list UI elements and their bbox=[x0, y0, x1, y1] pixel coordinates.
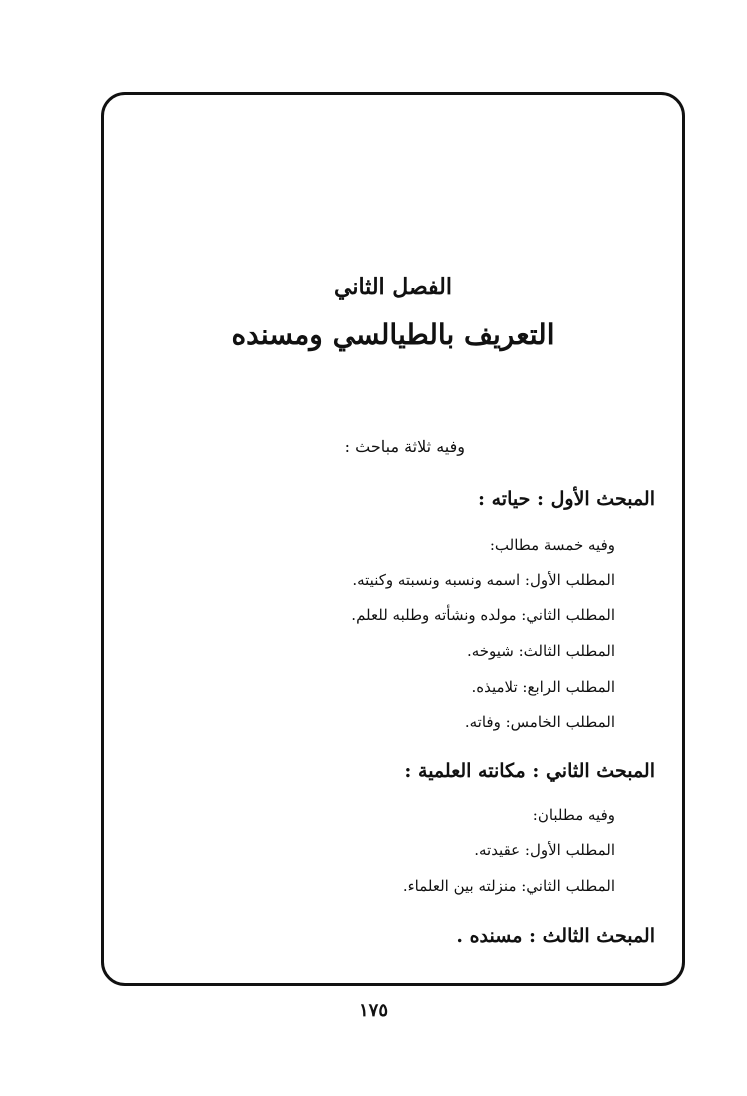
section-1-item-4: المطلب الرابع: تلاميذه. bbox=[471, 678, 615, 696]
intro-text: وفيه ثلاثة مباحث : bbox=[344, 437, 465, 456]
section-2-lead: وفيه مطلبان: bbox=[532, 806, 615, 824]
section-1-item-2: المطلب الثاني: مولده ونشأته وطلبه للعلم. bbox=[351, 606, 615, 624]
chapter-label: الفصل الثاني bbox=[334, 274, 452, 300]
section-1-item-5: المطلب الخامس: وفاته. bbox=[464, 713, 615, 731]
section-heading-2: المبحث الثاني : مكانته العلمية : bbox=[404, 760, 655, 782]
section-1-lead: وفيه خمسة مطالب: bbox=[489, 536, 615, 554]
section-2-item-2: المطلب الثاني: منزلته بين العلماء. bbox=[402, 877, 615, 895]
section-heading-3: المبحث الثالث : مسنده . bbox=[456, 925, 655, 947]
page-number: ١٧٥ bbox=[358, 1000, 388, 1021]
section-1-item-3: المطلب الثالث: شيوخه. bbox=[466, 642, 615, 660]
section-1-item-1: المطلب الأول: اسمه ونسبه ونسبته وكنيته. bbox=[352, 571, 615, 589]
section-heading-1: المبحث الأول : حياته : bbox=[477, 488, 655, 510]
chapter-title: التعريف بالطيالسي ومسنده bbox=[231, 318, 555, 351]
section-2-item-1: المطلب الأول: عقيدته. bbox=[474, 841, 615, 859]
